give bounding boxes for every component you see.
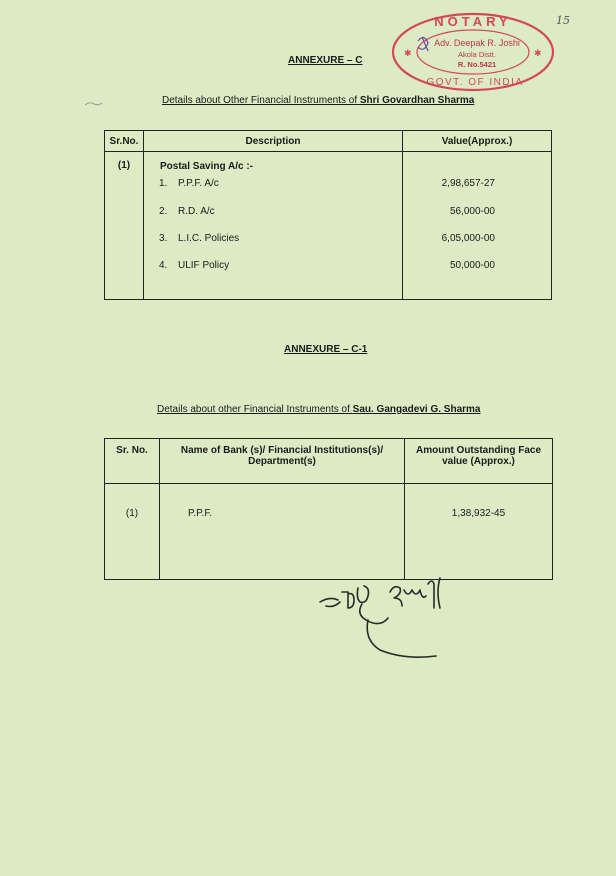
list-item: 1. P.P.F. A/c	[159, 178, 219, 189]
row-sr-no: (1)	[105, 484, 160, 580]
annexure-c-title: ANNEXURE – C	[288, 55, 363, 66]
stamp-bottom-text: GOVT. OF INDIA	[426, 77, 524, 88]
table-row	[105, 152, 552, 300]
annexure-c-table	[104, 130, 552, 300]
value-item: 50,000-00	[449, 260, 495, 271]
value-item: 6,05,000-00	[441, 233, 495, 244]
list-item: 3. L.I.C. Policies	[159, 233, 240, 244]
annexure-c1-subtitle: Details about other Financial Instruments of Sau. Gangadevi G. Sharma	[157, 404, 481, 415]
annexure-c1-person: Sau. Gangadevi G. Sharma	[352, 404, 481, 415]
row-description	[144, 152, 403, 300]
annexure-c-subtitle: Details about Other Financial Instruments of Shri Govardhan Sharma	[162, 95, 475, 106]
header-sr-no: Sr.No.	[105, 131, 144, 152]
table-row	[105, 484, 553, 580]
stamp-top-text: NOTARY	[434, 14, 512, 29]
header-sr-no: Sr. No.	[105, 439, 160, 484]
annexure-c1-title: ANNEXURE – C-1	[284, 344, 368, 355]
notary-stamp	[390, 11, 556, 93]
page-number: 15	[556, 14, 570, 27]
postal-saving-heading: Postal Saving A/c :-	[160, 161, 253, 172]
header-value: Value(Approx.)	[403, 131, 552, 152]
row-sr-no: (1)	[105, 152, 144, 300]
value-item: 56,000-00	[449, 206, 495, 217]
stamp-reg-no: R. No.5421	[457, 60, 497, 69]
stamp-name: Adv. Deepak R. Joshi	[434, 38, 520, 48]
handwritten-signature	[312, 570, 462, 670]
stamp-star-right-icon: ✱	[534, 48, 542, 58]
table-header-row	[105, 131, 552, 152]
margin-mark-icon	[82, 98, 104, 112]
table-header-row	[105, 439, 553, 484]
row-amount: 1,38,932-45	[405, 484, 553, 580]
stamp-district: Akola Distt.	[458, 50, 496, 59]
header-bank-name: Name of Bank (s)/ Financial Institutions(s)/ Department(s)	[160, 439, 405, 484]
list-item: 2. R.D. A/c	[159, 206, 215, 217]
stamp-signature-scribble	[418, 37, 428, 51]
annexure-c-person: Shri Govardhan Sharma	[359, 95, 475, 106]
header-amount: Amount Outstanding Face value (Approx.)	[405, 439, 553, 484]
header-description: Description	[144, 131, 403, 152]
list-item: 4. ULIF Policy	[159, 260, 230, 271]
row-bank-name: P.P.F.	[160, 484, 405, 580]
annexure-c1-table	[104, 438, 553, 580]
value-item: 2,98,657-27	[441, 178, 495, 189]
stamp-star-left-icon: ✱	[404, 48, 412, 58]
row-values	[403, 152, 552, 300]
